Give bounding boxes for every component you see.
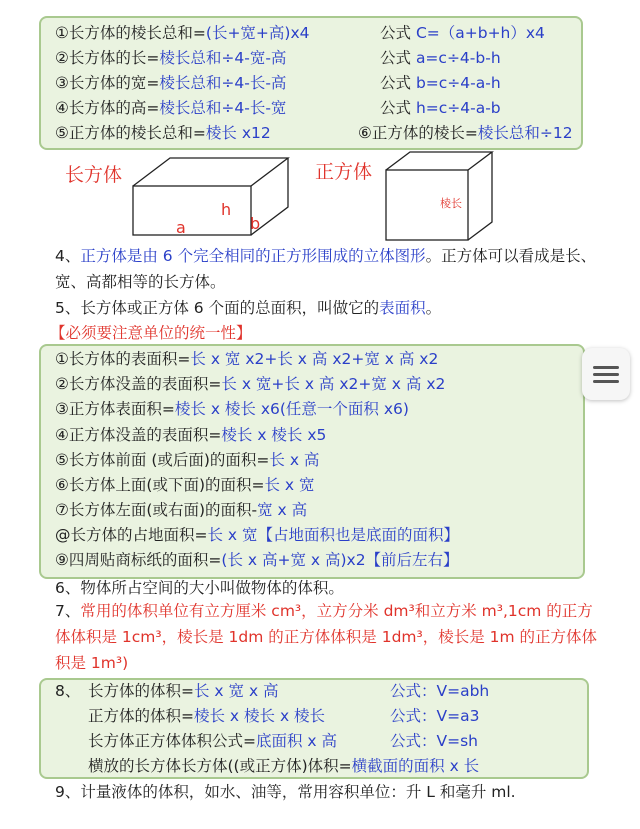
paragraph-9: 9、计量液体的体积，如水、油等，常用容积单位：升 L 和毫升 ml. [55,783,516,801]
formula-line-3-alt: 公式 b=c÷4-a-h [380,74,501,92]
label-h: h [221,200,232,219]
formula-line-2: ②长方体的长=棱长总和÷4-宽-高 [55,49,287,67]
label-edge: 棱长 [440,197,462,210]
paragraph-5: 5、长方体或正方体 6 个面的总面积，叫做它的表面积。 [55,299,442,317]
area-row-8: @长方体的占地面积=长 x 宽【占地面积也是底面的面积】 [55,526,460,544]
formula-line-4: ④长方体的高=棱长总和÷4-长-宽 [55,99,287,117]
formula-line-3: ③长方体的宽=棱长总和÷4-长-高 [55,74,287,92]
label-a: a [176,218,186,237]
area-row-6: ⑥长方体上面(或下面)的面积=长 x 宽 [55,476,315,494]
paragraph-6: 6、物体所占空间的大小叫做物体的体积。 [55,579,344,597]
cuboid-drawing [125,150,300,240]
formula-line-2-alt: 公式 a=c÷4-b-h [380,49,501,67]
area-row-4: ④正方体没盖的表面积=棱长 x 棱长 x5 [55,426,327,444]
paragraph-4: 4、正方体是由 6 个完全相同的正方形围成的立体图形。正方体可以看成是长、宽、高都相等的长方体。 [55,247,597,291]
formula-line-4-alt: 公式 h=c÷4-a-b [380,99,501,117]
unit-warning: 【必须要注意单位的统一性】 [50,324,252,342]
volume-row-3: 长方体正方体体积公式=底面积 x 高 [88,732,338,750]
formula-line-6: ⑥正方体的棱长=棱长总和÷12 [358,124,573,142]
volume-number: 8、 [55,682,81,700]
area-row-5: ⑤长方体前面 (或后面)的面积=长 x 高 [55,451,320,469]
area-row-3: ③正方体表面积=棱长 x 棱长 x6(任意一个面积 x6) [55,400,409,418]
volume-row-4: 横放的长方体长方体((或正方体)体积=横截面的面积 x 长 [88,757,480,775]
area-row-7: ⑦长方体左面(或右面)的面积-宽 x 高 [55,501,308,519]
volume-formula-3: 公式：V=sh [390,732,478,750]
volume-formula-1: 公式：V=abh [390,682,490,700]
volume-row-2: 正方体的体积=棱长 x 棱长 x 棱长 [88,707,326,725]
area-row-9: ⑨四周贴商标纸的面积=(长 x 高+宽 x 高)x2【前后左右】 [55,551,459,569]
hamburger-icon [593,362,619,387]
volume-formula-2: 公式：V=a3 [390,707,480,725]
formula-line-5: ⑤正方体的棱长总和=棱长 x12 [55,124,271,142]
volume-row-1: 长方体的体积=长 x 宽 x 高 [88,682,279,700]
formula-line-1-alt: 公式 C=（a+b+h）x4 [380,24,545,42]
cuboid-title: 长方体 [65,164,123,186]
paragraph-7: 7、常用的体积单位有立方厘米 cm³，立方分米 dm³和立方米 m³,1cm 的正方 体体积是 1cm³，棱长是 1dm 的正方体体积是 1dm³，棱长是 1m 的正方体体 积是 1m³) [55,602,598,672]
cube-title: 正方体 [315,161,373,183]
area-row-2: ②长方体没盖的表面积=长 x 宽+长 x 高 x2+宽 x 高 x2 [55,375,446,393]
formula-line-1: ①长方体的棱长总和=(长+宽+高)x4 [55,24,310,42]
label-b: b [250,214,261,233]
menu-button[interactable] [582,348,630,400]
area-row-1: ①长方体的表面积=长 x 宽 x2+长 x 高 x2+宽 x 高 x2 [55,350,439,368]
